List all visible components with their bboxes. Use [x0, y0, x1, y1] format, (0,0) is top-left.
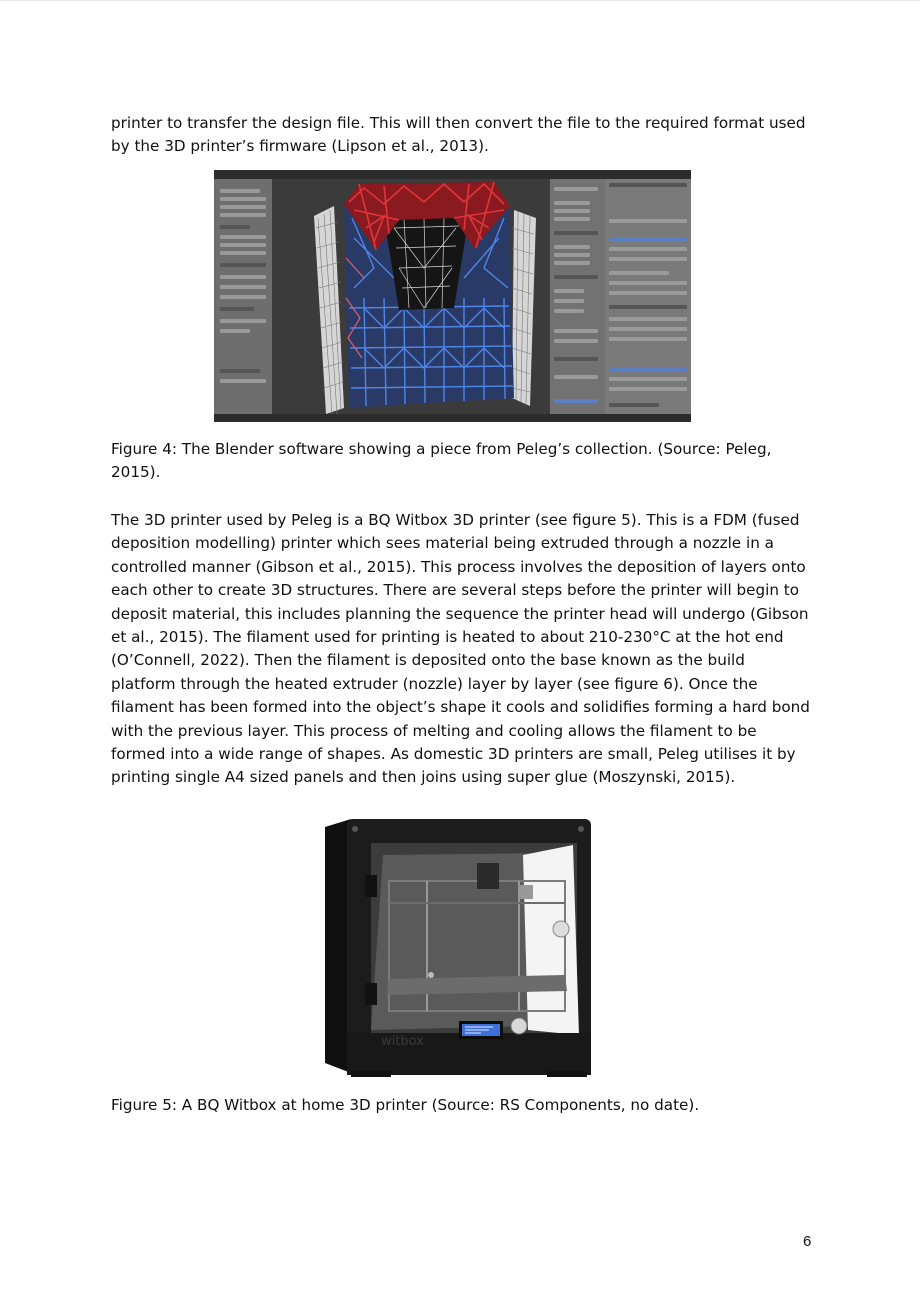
figure-4-caption: Figure 4: The Blender software showing a piece from Peleg’s collection. (Source: Peleg, 2015). — [111, 440, 772, 482]
figure-4-blender-screenshot — [214, 170, 691, 422]
page-number: 6 — [803, 1233, 812, 1250]
figure-5-witbox-printer-photo — [323, 815, 595, 1078]
blender-modifier-panel — [605, 179, 691, 414]
witbox-brand-label: witbox — [381, 1034, 424, 1049]
paragraph-intro: printer to transfer the design file. This will then convert the file to the required format used by the 3D printer’s firmware (Lipson et al., 2013). — [111, 114, 806, 156]
blender-properties-panel — [550, 179, 605, 414]
paragraph-printer-description: The 3D printer used by Peleg is a BQ Witbox 3D printer (see figure 5). This is a FDM (fused deposition modelling) printer which sees material being extruded through a nozzle in a controlled manner (Gibson et al., 2015). This process involves the deposition of layers onto each other to create 3D structures. There are several steps before the printer will begin to deposit material, this includes planning the sequence the printer head will undergo (Gibson et al., 2015). The filament used for printing is heated to about 210-230°C at the hot end (O’Connell, 2022). Then the filament is deposited onto the base known as the build platform through the heated extruder (nozzle) layer by layer (see figure 6). Once the filament has been formed into the object’s shape it cools and solidifies forming a hard bond with the previous layer. This process of melting and cooling allows the filament to be formed into a wide range of shapes. As domestic 3D printers are small, Peleg utilises it by printing single A4 sized panels and then joins using super glue (Moszynski, 2015). — [111, 511, 810, 787]
wireframe-garment-mesh — [304, 178, 544, 414]
blender-tool-shelf — [214, 179, 272, 414]
figure-5-caption: Figure 5: A BQ Witbox at home 3D printer (Source: RS Components, no date). — [111, 1096, 700, 1114]
page-top-edge — [0, 0, 920, 1]
blender-timeline-bar — [214, 414, 691, 422]
